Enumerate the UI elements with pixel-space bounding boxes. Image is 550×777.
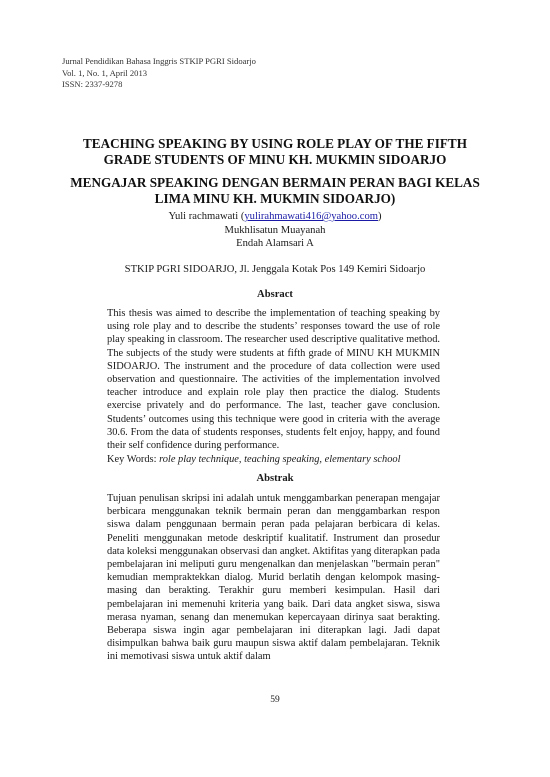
affiliation: STKIP PGRI SIDOARJO, Jl. Jenggala Kotak Pos 149 Kemiri Sidoarjo xyxy=(124,264,426,275)
abstrak-heading: Abstrak xyxy=(256,473,294,484)
author-3-name: Endah Alamsari A xyxy=(236,238,314,249)
journal-header xyxy=(62,56,256,91)
author-1-email-link[interactable]: yulirahmawati416@yahoo.com xyxy=(244,211,378,222)
title-english: TEACHING SPEAKING BY USING ROLE PLAY OF THE FIFTH GRADE STUDENTS OF MINU KH. MUKMIN SIDOARJO xyxy=(83,136,467,167)
keywords-label: Key Words: xyxy=(107,454,157,465)
title-indonesian: MENGAJAR SPEAKING DENGAN BERMAIN PERAN BAGI KELAS LIMA MINU KH. MUKMIN SIDOARJO) xyxy=(70,175,480,206)
author-2-name: Mukhlisatun Muayanah xyxy=(224,224,326,236)
journal-issn: ISSN: 2337-9278 xyxy=(62,79,123,89)
keywords-value: role play technique, teaching speaking, elementary school xyxy=(156,454,401,465)
page-number: 59 xyxy=(270,695,280,705)
journal-name: Jurnal Pendidikan Bahasa Inggris STKIP PGRI Sidoarjo xyxy=(62,56,256,66)
journal-volume: Vol. 1, No. 1, April 2013 xyxy=(62,67,148,78)
abstrak-body: Tujuan penulisan skripsi ini adalah untuk menggambarkan penerapan mengajar berbicara menggunakan teknik bermain peran dan menggambarkan respon siswa dalam penggunaan bermain peran pada pelajaran berbicara di kelas. Peneliti menggunakan metode deskriptif kualitatif. Instrument dan prosedur data koleksi menggunakan observasi dan angket. Aktifitas yang diterapkan pada pembelajaran ini meliputi guru mengenalkan dan menjelaskan "bermain peran" kemudian mempraktekkan dialog. Murid berlatih dengan kelompok masing-masing dan berakting. Terakhir guru memberi kesimpulan. Hasil dari pembelajaran ini memenuhi kriteria yang baik. Dari data angket siswa, siswa merasa nyaman, senang dan menemukan kepercayaan dirinya saat berakting. Beberapa siswa ingin agar pembelajaran ini diterapkan lagi. Jadi dapat disimpulkan bahwa baik guru maupun siswa aktif dalam pembelajaran. Teknik ini memotivasi siswa untuk aktif dalam xyxy=(107,493,440,663)
abstract-heading: Absract xyxy=(257,289,293,300)
author-1-name: Yuli rachmawati xyxy=(168,211,239,222)
author-block xyxy=(0,210,550,251)
keywords-line xyxy=(107,454,447,465)
abstract-body: This thesis was aimed to describe the implementation of teaching speaking by using role play and to describe the students’ responses toward the use of role play speaking in classroom. The researcher used descriptive qualitative method. The subjects of the study were students at fifth grade of MINU KH MUKMIN SIDOARJO. The instrument and the procedure of data collection were used observation and questionnaire. The activities of the implementation involved teacher introduce and explain role play then practice the dialog. Students exercise privately and do performance. The last, teacher gave conclusion. Students’ outcomes using this technique were good in criteria with the average 30.6. From the data of students responses, students felt enjoy, happy, and found their self confidence during performance. xyxy=(107,308,440,452)
author-line-1: Yuli rachmawati (yulirahmawati416@yahoo.com) xyxy=(168,211,382,222)
